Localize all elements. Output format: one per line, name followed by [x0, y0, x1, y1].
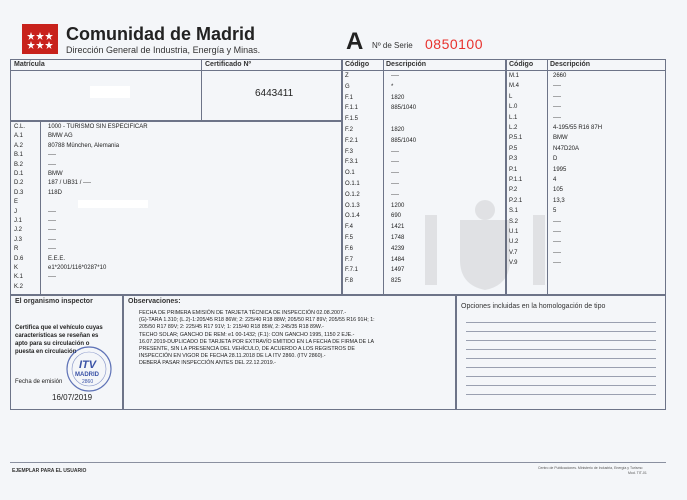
right-value: 5 [553, 208, 557, 215]
mid-value: ---- [391, 159, 399, 166]
left-row-code: C.L. [14, 124, 26, 130]
left-row-code: D.1 [14, 171, 24, 177]
right-value: ---- [553, 218, 561, 225]
left-row-value: ---- [48, 218, 56, 224]
right-code: P.2 [509, 187, 518, 194]
opciones-line [466, 349, 656, 350]
observaciones-line: DEBERÁ PASAR INSPECCIÓN ANTES DEL 22.12.2019.- [139, 360, 276, 367]
right-value: BMW [553, 135, 568, 142]
right-code: P.5.1 [509, 135, 523, 142]
mid-value: 1484 [391, 256, 405, 263]
opciones-line [466, 394, 656, 395]
opciones-label: Opciones incluidas en la homologación de tipo [461, 303, 606, 310]
left-row-code: B.2 [14, 161, 24, 168]
stars-icon [22, 24, 58, 54]
opciones-line [466, 331, 656, 332]
left-row-code: A.2 [14, 142, 24, 149]
right-code: V.7 [509, 249, 518, 256]
dept-subtitle: Dirección General de Industria, Energía y Minas. [66, 45, 261, 55]
right-value: ---- [553, 249, 561, 256]
series-number: 0850100 [425, 36, 484, 52]
left-row-value: e1*2001/116*0287*10 [48, 265, 107, 271]
stamp-itv: ITV [79, 359, 97, 371]
mid-code: F.5 [345, 235, 354, 241]
opciones-line [466, 322, 656, 323]
mid-value: * [391, 83, 394, 90]
left-row-code: J.1 [14, 218, 23, 224]
stamp-name: MADRID [75, 372, 99, 378]
right-value: 105 [553, 187, 564, 194]
opciones-line [466, 376, 656, 377]
series-letter: A [346, 28, 364, 55]
right-value: ---- [553, 104, 561, 111]
observaciones-line: PRESENTE, SIN LA PRESENCIA DEL VEHÍCULO, DE ACUERDO A LOS REGISTROS DE [139, 346, 355, 352]
right-code: P.3 [509, 156, 518, 163]
observaciones-line: (G)-TARA 1.310; (L.2)-1:205/45 R18 86W; 2: 225/40 R18 88W; 205/50 R17 89V; 205/55 R16 91H; 1: [139, 317, 375, 324]
madrid-logo [22, 24, 58, 54]
right-value: ---- [553, 93, 561, 100]
right-value: 13,3 [553, 197, 565, 204]
right-value: 1995 [553, 166, 567, 173]
left-row-code: D.3 [14, 189, 24, 196]
mid-value: 1497 [391, 267, 405, 274]
right-code: L.1 [509, 114, 518, 121]
mid-code: F.6 [345, 245, 354, 252]
left-row-value: E.E.E. [48, 255, 66, 262]
opciones-line [466, 367, 656, 368]
left-row-value: 187 / UB31 / ---- [48, 180, 92, 187]
cert-line-1: Certifica que el vehículo cuyas [15, 325, 103, 331]
right-descripcion-label: Descripción [550, 61, 591, 68]
right-code: L.2 [509, 125, 518, 131]
opciones-line [466, 340, 656, 341]
left-row-code: B.1 [14, 152, 24, 159]
mid-code: F.7.1 [345, 267, 359, 274]
left-row-code: D.6 [14, 255, 24, 262]
right-value: ---- [553, 260, 561, 267]
cert-line-3: apto para su circulación o [15, 341, 90, 347]
mid-code: O.1 [345, 170, 355, 177]
cert-line-2: características se reseñan es [15, 333, 99, 339]
right-value: 4 [553, 177, 557, 183]
left-row-value: ---- [48, 152, 56, 159]
mid-code: F.2 [345, 127, 354, 133]
observaciones-line: TECHO SOLAR; GANCHO DE REM: e1 00-1432; (F.1): CON GANCHO 1995, 1150 2 EJE.- [139, 331, 355, 338]
right-code: P.1.1 [509, 177, 523, 183]
left-row-code: E [14, 199, 19, 206]
mid-code: F.8 [345, 278, 354, 285]
mid-value: 885/1040 [391, 105, 417, 112]
mid-value: 1748 [391, 235, 405, 241]
right-code: V.9 [509, 260, 518, 267]
right-value: ---- [553, 239, 561, 246]
left-row-value: ---- [48, 208, 56, 215]
right-value: N47D20A [553, 145, 580, 152]
certificado-label: Certificado Nº [205, 61, 252, 68]
mid-value: ---- [391, 73, 399, 79]
redacted-plate [90, 86, 130, 98]
mid-value: 885/1040 [391, 137, 417, 144]
left-row-value: ---- [48, 161, 56, 168]
mid-code: F.7 [345, 256, 354, 263]
mid-code: F.1 [345, 94, 354, 101]
mid-value: 1820 [391, 127, 405, 133]
mid-code: F.1.5 [345, 116, 359, 123]
mid-code: F.3 [345, 148, 354, 155]
mid-codigo-label: Código [345, 61, 370, 68]
mid-descripcion-label: Descripción [386, 61, 427, 68]
observaciones-line: 16.07.2019-DUPLICADO DE TARJETA POR EXTRAVÍO EMITIDO EN LA FECHA DE FIRMA DE LA [139, 338, 375, 345]
left-row-value: 80788 München, Alemania [48, 142, 120, 149]
mid-value: ---- [391, 191, 399, 198]
mid-value: 4239 [391, 245, 405, 252]
right-code: S.1 [509, 208, 519, 215]
right-value: 4-195/55 R16 87H [553, 125, 603, 131]
left-row-code: R [14, 246, 19, 253]
right-value: 2660 [553, 73, 567, 79]
mid-code: G [345, 83, 350, 90]
footer-copy-label: EJEMPLAR PARA EL USUARIO [12, 468, 87, 474]
footer-model: Mod. TIT-01 [628, 471, 647, 475]
cert-line-4: puesta en circulación [15, 349, 77, 355]
mid-code: Z [345, 73, 349, 79]
mid-value: 1421 [391, 224, 405, 231]
mid-value: ---- [391, 148, 399, 155]
mid-code: O.1.4 [345, 213, 360, 220]
observaciones-line: INSPECCIÓN EN VIGOR DE FECHA 28.11.2018 DE LA ITV 2860. (ITV 2860).- [139, 353, 326, 360]
right-code: P.5 [509, 145, 518, 152]
mid-value: ---- [391, 181, 399, 187]
mid-value: 1820 [391, 94, 405, 101]
inspector-label: El organismo inspector [15, 298, 93, 305]
right-code: U.2 [509, 239, 519, 246]
left-row-value: BMW AG [48, 133, 73, 140]
mid-code: F.3.1 [345, 159, 359, 166]
observaciones-line: 205/50 R17 89V; 2: 225/45 R17 91V; 1: 215/40 R18 85W, 2: 245/35 R18 89W.- [139, 324, 324, 331]
fecha-value: 16/07/2019 [52, 393, 93, 402]
right-value: D [553, 156, 558, 163]
mid-code: F.1.1 [345, 105, 359, 112]
fecha-label: Fecha de emisión [15, 379, 63, 385]
right-code: P.2.1 [509, 197, 523, 204]
org-title: Comunidad de Madrid [66, 24, 255, 44]
left-row-code: K.1 [14, 274, 24, 281]
redacted-vin [78, 200, 148, 208]
right-code: L [509, 93, 513, 100]
footer-publisher: Centro de Publicaciones. Ministerio de Industria, Energía y Turismo [538, 466, 643, 470]
left-row-value: BMW [48, 171, 63, 177]
right-value: ---- [553, 114, 561, 121]
observaciones-label: Observaciones: [128, 298, 181, 305]
certificado-value: 6443411 [255, 88, 294, 99]
mid-value: ---- [391, 170, 399, 177]
series-label: Nº de Serie [372, 41, 413, 50]
right-value: ---- [553, 229, 561, 235]
left-row-code: A.1 [14, 133, 24, 140]
left-row-code: J.3 [14, 236, 23, 243]
coat-of-arms-watermark [405, 195, 565, 295]
right-code: P.1 [509, 166, 518, 173]
left-row-value: ---- [48, 227, 56, 234]
mid-code: O.1.2 [345, 191, 360, 198]
left-row-code: J [14, 208, 17, 215]
left-row-value: ---- [48, 236, 56, 243]
mid-code: F.4 [345, 224, 354, 231]
left-row-value: 118D [48, 189, 62, 196]
left-row-code: K.2 [14, 283, 24, 290]
left-row-code: J.2 [14, 227, 23, 234]
left-row-value: ---- [48, 274, 56, 281]
left-row-value: ---- [48, 246, 56, 253]
observaciones-line: FECHA DE PRIMERA EMISIÓN DE TARJETA TÉCNICA DE INSPECCIÓN 02.08.2007.- [139, 310, 347, 316]
right-code: L.0 [509, 104, 518, 111]
right-codigo-label: Código [509, 61, 534, 68]
mid-value: 1200 [391, 202, 405, 209]
right-value: ---- [553, 83, 561, 90]
right-code: M.1 [509, 73, 520, 79]
mid-value: 690 [391, 213, 402, 220]
left-row-code: D.2 [14, 180, 24, 187]
opciones-box [456, 295, 666, 410]
left-row-code: K [14, 265, 19, 271]
matricula-label: Matrícula [14, 61, 45, 68]
stamp-code: 2860 [82, 379, 94, 385]
right-code: U.1 [509, 229, 519, 235]
left-row-value: 1000 - TURISMO SIN ESPECIFICAR [48, 124, 148, 130]
mid-code: O.1.1 [345, 181, 360, 187]
mid-code: O.1.3 [345, 202, 360, 209]
right-code: M.4 [509, 83, 520, 90]
itv-stamp [63, 345, 115, 393]
mid-code: F.2.1 [345, 137, 359, 144]
opciones-line [466, 385, 656, 386]
right-code: S.2 [509, 218, 519, 225]
opciones-line [466, 358, 656, 359]
mid-value: 825 [391, 278, 402, 285]
